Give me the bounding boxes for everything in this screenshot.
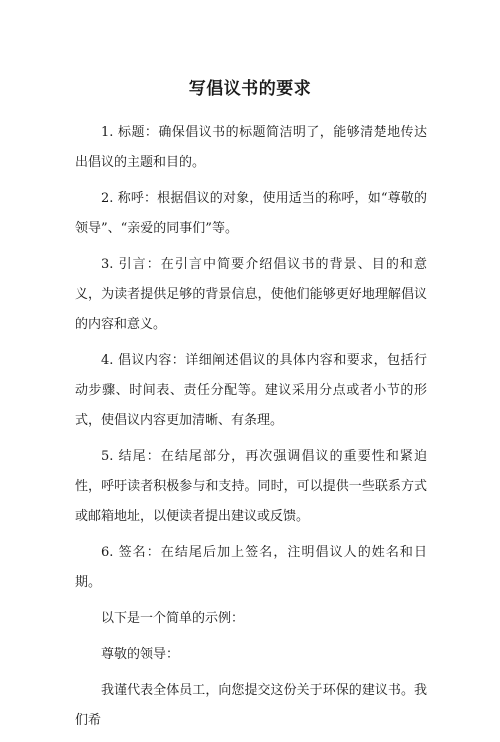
paragraph-example-salutation: 尊敬的领导： xyxy=(101,647,180,662)
paragraph-example-body: 我谨代表全体员工，向您提交这份关于环保的建议书。我们希 xyxy=(75,683,427,728)
document-body xyxy=(75,118,427,742)
paragraph-example-intro: 以下是一个简单的示例： xyxy=(101,611,245,626)
paragraph-introduction-requirement: 3. 引言：在引言中简要介绍倡议书的背景、目的和意义，为读者提供足够的背景信息，使他们能够更好地理解倡议的内容和意义。 xyxy=(75,257,427,332)
paragraph-salutation-requirement: 2. 称呼：根据倡议的对象，使用适当的称呼，如“尊敬的领导”、“亲爱的同事们”等。 xyxy=(75,191,427,236)
paragraph-signature-requirement: 6. 签名：在结尾后加上签名，注明倡议人的姓名和日期。 xyxy=(75,545,427,590)
paragraph-title-requirement: 1. 标题：确保倡议书的标题简洁明了，能够清楚地传达出倡议的主题和目的。 xyxy=(75,125,427,170)
paragraph-content-requirement: 4. 倡议内容：详细阐述倡议的具体内容和要求，包括行动步骤、时间表、责任分配等。建议采用分点或者小节的形式，使倡议内容更加清晰、有条理。 xyxy=(75,353,427,428)
document-title: 写倡议书的要求 xyxy=(188,79,312,99)
paragraph-ending-requirement: 5. 结尾：在结尾部分，再次强调倡议的重要性和紧迫性，呼吁读者积极参与和支持。同时，可以提供一些联系方式或邮箱地址，以便读者提出建议或反馈。 xyxy=(75,449,427,524)
